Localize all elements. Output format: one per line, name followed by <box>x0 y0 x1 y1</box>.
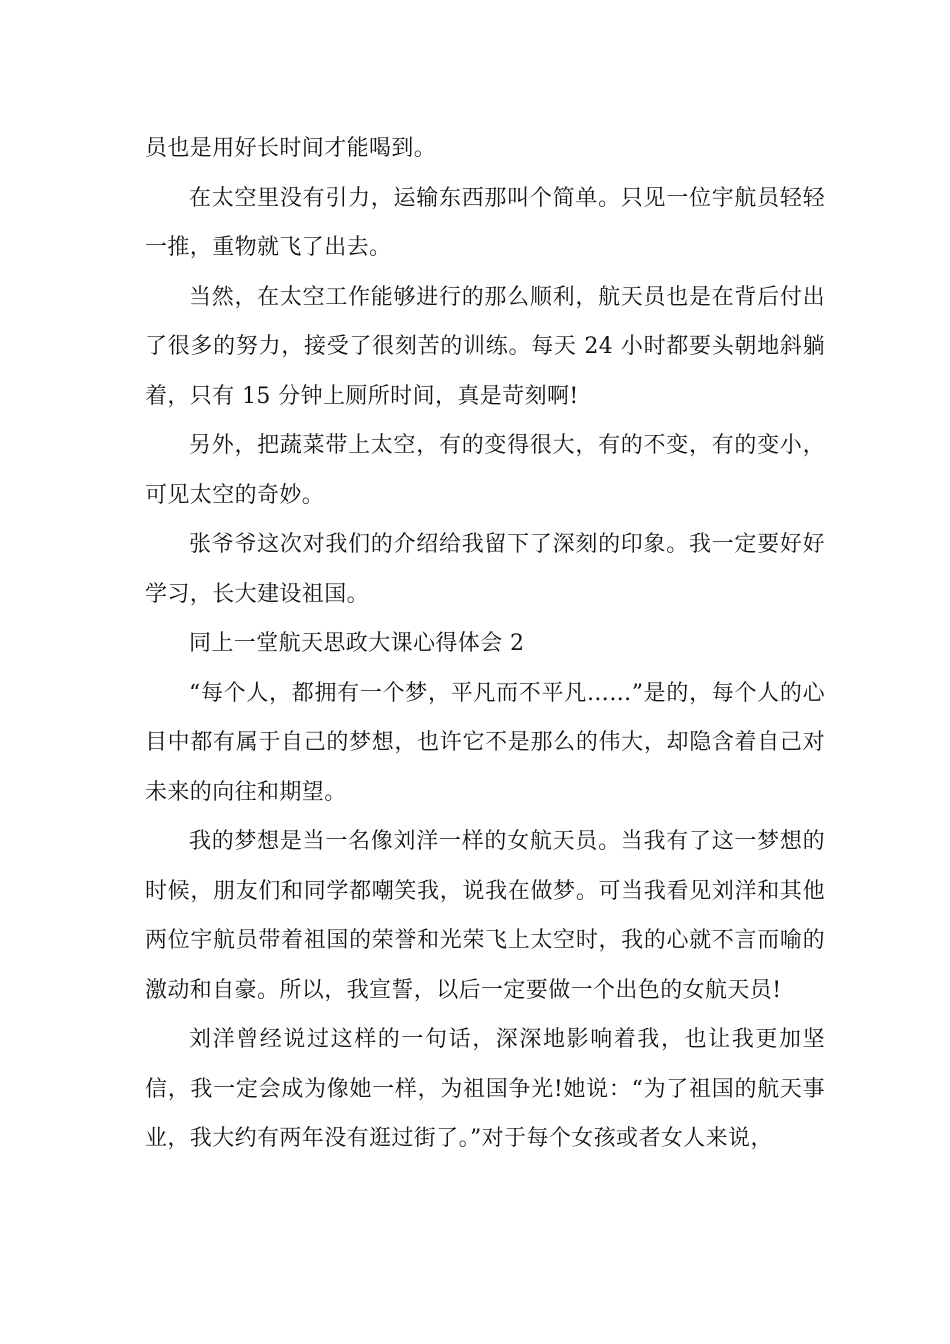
paragraph-training: 当然，在太空工作能够进行的那么顺利，航天员也是在背后付出了很多的努力，接受了很刻苦的训练。每天 24 小时都要头朝地斜躺着，只有 15 分钟上厕所时间，真是苛刻啊! <box>145 284 825 409</box>
section-heading: 同上一堂航天思政大课心得体会 2 <box>189 631 525 656</box>
document-body <box>145 124 825 1164</box>
paragraph-astronaut-dream: 我的梦想是当一名像刘洋一样的女航天员。当我有了这一梦想的时候，朋友们和同学都嘲笑我，说我在做梦。可当我看见刘洋和其他两位宇航员带着祖国的荣誉和光荣飞上太空时，我的心就不言而喻的激动和自豪。所以，我宣誓，以后一定要做一个出色的女航天员! <box>145 829 825 1003</box>
paragraph-transport: 在太空里没有引力，运输东西那叫个简单。只见一位宇航员轻轻一推，重物就飞了出去。 <box>145 185 825 260</box>
paragraph-dream: “每个人，都拥有一个梦，平凡而不平凡……”是的，每个人的心目中都有属于自己的梦想，也许它不是那么的伟大，却隐含着自己对未来的向往和期望。 <box>145 680 825 805</box>
paragraph-continuation: 员也是用好长时间才能喝到。 <box>145 136 437 161</box>
paragraph-liu-yang-quote: 刘洋曾经说过这样的一句话，深深地影响着我，也让我更加坚信，我一定会成为像她一样，为祖国争光!她说：“为了祖国的航天事业，我大约有两年没有逛过街了。”对于每个女孩或者女人来说， <box>145 1027 825 1151</box>
paragraph-vegetables: 另外，把蔬菜带上太空，有的变得很大，有的不变，有的变小，可见太空的奇妙。 <box>145 433 825 508</box>
paragraph-impression: 张爷爷这次对我们的介绍给我留下了深刻的印象。我一定要好好学习，长大建设祖国。 <box>145 532 825 607</box>
